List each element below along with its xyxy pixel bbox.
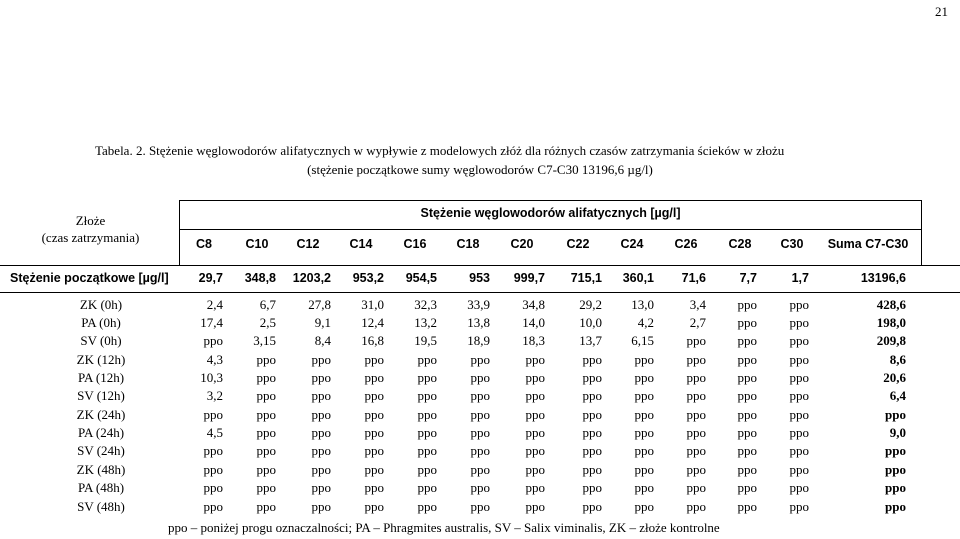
table-cell: 33,9: [467, 297, 490, 312]
table-cell: ppo: [256, 352, 276, 367]
table-cell: ppo: [634, 407, 654, 422]
table-cell: ppo: [256, 388, 276, 403]
table-cell: ppo: [256, 407, 276, 422]
table-cell: ppo: [256, 443, 276, 458]
table-cell: ppo: [417, 462, 437, 477]
table-cell: ppo: [737, 370, 757, 385]
row-sum: 209,8: [876, 333, 906, 348]
column-header-c30: C30: [780, 237, 804, 251]
table-cell: ppo: [470, 370, 490, 385]
table-cell: ppo: [789, 462, 809, 477]
row-sum: ppo: [885, 462, 906, 477]
row-label: SV (48h): [77, 499, 125, 514]
table-cell: 3,15: [253, 333, 276, 348]
table-cell: ppo: [737, 297, 757, 312]
table-cell: ppo: [686, 425, 706, 440]
column-header-c16: C16: [403, 237, 427, 251]
table-cell: ppo: [634, 480, 654, 495]
table-cell: ppo: [737, 480, 757, 495]
table-cell: ppo: [417, 443, 437, 458]
table-cell: ppo: [256, 480, 276, 495]
row-label: PA (24h): [77, 425, 125, 440]
table-cell: ppo: [686, 499, 706, 514]
table-cell: ppo: [737, 388, 757, 403]
table-cell: ppo: [417, 352, 437, 367]
table-caption: Tabela. 2. Stężenie węglowodorów alifatycznych w wypływie z modelowych złóż dla różnych czasów zatrzymania ścieków w złożu: [95, 143, 785, 158]
table-cell: ppo: [470, 425, 490, 440]
table-cell: ppo: [789, 333, 809, 348]
table-cell: ppo: [789, 443, 809, 458]
table-cell: ppo: [525, 370, 545, 385]
initial-value: 1203,2: [292, 271, 331, 285]
table-cell: ppo: [582, 499, 602, 514]
table-cell: ppo: [686, 480, 706, 495]
table-cell: ppo: [364, 370, 384, 385]
table-cell: ppo: [256, 370, 276, 385]
table-cell: ppo: [686, 443, 706, 458]
table-cell: ppo: [737, 462, 757, 477]
row-sum: 20,6: [883, 370, 906, 385]
table-cell: ppo: [686, 388, 706, 403]
table-cell: ppo: [582, 370, 602, 385]
table-cell: ppo: [686, 407, 706, 422]
table-cell: ppo: [256, 425, 276, 440]
table-cell: 12,4: [361, 315, 384, 330]
initial-value: 954,5: [405, 271, 437, 285]
table-cell: ppo: [311, 443, 331, 458]
table-cell: ppo: [737, 425, 757, 440]
table-cell: 6,15: [631, 333, 654, 348]
column-header-c10: C10: [245, 237, 269, 251]
table-cell: ppo: [311, 388, 331, 403]
table-cell: ppo: [364, 462, 384, 477]
table-cell: ppo: [364, 388, 384, 403]
table-cell: ppo: [203, 333, 223, 348]
table-cell: 2,4: [206, 297, 223, 312]
row-sum: ppo: [885, 480, 906, 495]
table-cell: ppo: [686, 462, 706, 477]
table-cell: 2,7: [689, 315, 706, 330]
table-cell: ppo: [525, 480, 545, 495]
initial-value: 1,7: [791, 271, 809, 285]
table-cell: ppo: [364, 425, 384, 440]
table-cell: 18,9: [467, 333, 490, 348]
table-cell: 34,8: [522, 297, 545, 312]
initial-value: 7,7: [739, 271, 757, 285]
table-cell: ppo: [311, 407, 331, 422]
table-cell: ppo: [582, 425, 602, 440]
rule-below-initial: [0, 292, 960, 293]
table-cell: ppo: [789, 370, 809, 385]
column-header-c18: C18: [456, 237, 480, 251]
table-cell: ppo: [789, 480, 809, 495]
table-cell: ppo: [470, 388, 490, 403]
table-cell: ppo: [417, 370, 437, 385]
table-cell: ppo: [364, 480, 384, 495]
table-cell: ppo: [582, 352, 602, 367]
initial-value: 71,6: [681, 271, 706, 285]
table-cell: ppo: [686, 333, 706, 348]
table-cell: ppo: [686, 370, 706, 385]
table-cell: ppo: [525, 499, 545, 514]
initial-value: 13196,6: [860, 271, 906, 285]
table-cell: ppo: [789, 388, 809, 403]
table-cell: ppo: [525, 388, 545, 403]
table-cell: ppo: [470, 480, 490, 495]
table-cell: ppo: [582, 443, 602, 458]
table-cell: 16,8: [361, 333, 384, 348]
table-cell: ppo: [582, 407, 602, 422]
initial-value: 348,8: [244, 271, 276, 285]
table-cell: ppo: [737, 499, 757, 514]
row-label: PA (48h): [77, 480, 125, 495]
table-cell: ppo: [789, 407, 809, 422]
table-cell: ppo: [582, 388, 602, 403]
table-cell: ppo: [417, 425, 437, 440]
initial-value: 715,1: [570, 271, 602, 285]
column-header-c24: C24: [620, 237, 644, 251]
table-cell: 27,8: [308, 297, 331, 312]
table-cell: 17,4: [200, 315, 223, 330]
table-cell: ppo: [634, 370, 654, 385]
table-cell: 19,5: [414, 333, 437, 348]
row-label: SV (24h): [77, 443, 125, 458]
table-cell: ppo: [582, 462, 602, 477]
row-label: PA (0h): [81, 315, 121, 330]
column-header-c22: C22: [566, 237, 590, 251]
table-cell: ppo: [737, 443, 757, 458]
table-cell: 31,0: [361, 297, 384, 312]
table-cell: 4,3: [206, 352, 223, 367]
table-cell: ppo: [364, 352, 384, 367]
table-cell: ppo: [525, 425, 545, 440]
table-cell: ppo: [417, 388, 437, 403]
initial-label: Stężenie początkowe [µg/l]: [10, 271, 169, 285]
table-cell: ppo: [737, 333, 757, 348]
row-label: PA (12h): [77, 370, 125, 385]
table-cell: ppo: [364, 443, 384, 458]
column-header-suma-c7-c30: Suma C7-C30: [827, 237, 909, 251]
column-header-c28: C28: [728, 237, 752, 251]
table-cell: ppo: [582, 480, 602, 495]
row-sum: 428,6: [876, 297, 906, 312]
initial-value: 953,2: [352, 271, 384, 285]
table-cell: ppo: [737, 407, 757, 422]
table-cell: ppo: [789, 425, 809, 440]
table-cell: 18,3: [522, 333, 545, 348]
corner-header-line2: (czas zatrzymania): [41, 230, 140, 245]
table-cell: ppo: [634, 388, 654, 403]
table-cell: 29,2: [579, 297, 602, 312]
table-cell: ppo: [634, 443, 654, 458]
table-cell: ppo: [789, 297, 809, 312]
table-cell: 4,2: [637, 315, 654, 330]
table-cell: ppo: [634, 425, 654, 440]
header-divider: [179, 229, 922, 230]
table-cell: 14,0: [522, 315, 545, 330]
table-cell: ppo: [311, 425, 331, 440]
row-label: ZK (0h): [79, 297, 123, 312]
table-cell: 10,3: [200, 370, 223, 385]
table-cell: ppo: [686, 352, 706, 367]
table-cell: ppo: [470, 352, 490, 367]
table-cell: ppo: [737, 352, 757, 367]
table-cell: ppo: [364, 407, 384, 422]
table-cell: ppo: [634, 499, 654, 514]
row-label: SV (0h): [80, 333, 122, 348]
rule-above-initial: [0, 265, 960, 266]
table-cell: ppo: [203, 480, 223, 495]
initial-value: 953: [469, 271, 490, 285]
table-cell: 6,7: [259, 297, 276, 312]
initial-value: 360,1: [622, 271, 654, 285]
table-cell: ppo: [311, 480, 331, 495]
table-cell: ppo: [256, 462, 276, 477]
table-cell: 13,0: [631, 297, 654, 312]
row-sum: 6,4: [889, 388, 906, 403]
table-cell: 13,7: [579, 333, 602, 348]
table-cell: ppo: [634, 462, 654, 477]
row-label: ZK (12h): [76, 352, 126, 367]
table-cell: ppo: [470, 499, 490, 514]
table-cell: ppo: [203, 499, 223, 514]
page-number: 21: [935, 4, 948, 19]
initial-value: 999,7: [513, 271, 545, 285]
column-header-c12: C12: [296, 237, 320, 251]
table-cell: ppo: [525, 462, 545, 477]
row-sum: 8,6: [889, 352, 906, 367]
table-cell: ppo: [789, 352, 809, 367]
table-cell: ppo: [203, 443, 223, 458]
table-cell: 32,3: [414, 297, 437, 312]
table-cell: ppo: [203, 407, 223, 422]
table-cell: 9,1: [314, 315, 331, 330]
column-header-c14: C14: [349, 237, 373, 251]
row-sum: ppo: [885, 407, 906, 422]
row-sum: 198,0: [876, 315, 906, 330]
table-cell: ppo: [789, 315, 809, 330]
row-sum: 9,0: [889, 425, 906, 440]
row-label: SV (12h): [77, 388, 125, 403]
table-cell: 13,8: [467, 315, 490, 330]
table-cell: ppo: [470, 462, 490, 477]
table-cell: 8,4: [314, 333, 331, 348]
group-title: Stężenie węglowodorów alifatycznych [µg/l]: [420, 206, 681, 220]
table-cell: 2,5: [259, 315, 276, 330]
column-header-c20: C20: [510, 237, 534, 251]
row-sum: ppo: [885, 443, 906, 458]
row-sum: ppo: [885, 499, 906, 514]
table-cell: ppo: [525, 407, 545, 422]
column-header-c26: C26: [674, 237, 698, 251]
table-cell: 13,2: [414, 315, 437, 330]
table-cell: 3,2: [206, 388, 223, 403]
column-header-c8: C8: [196, 237, 212, 251]
table-cell: ppo: [789, 499, 809, 514]
table-cell: ppo: [311, 352, 331, 367]
table-cell: ppo: [417, 499, 437, 514]
table-cell: 4,5: [206, 425, 223, 440]
table-cell: ppo: [525, 352, 545, 367]
table-cell: ppo: [364, 499, 384, 514]
footnote: ppo – poniżej progu oznaczalności; PA – Phragmites australis, SV – Salix viminalis, ZK – złoże kontrolne: [168, 520, 720, 535]
corner-header-line1: Złoże: [75, 213, 106, 228]
row-label: ZK (24h): [76, 407, 126, 422]
table-caption-subtitle: (stężenie początkowe sumy węglowodorów C7-C30 13196,6 µg/l): [307, 162, 653, 177]
table-cell: 3,4: [689, 297, 706, 312]
row-label: ZK (48h): [76, 462, 126, 477]
table-cell: ppo: [417, 407, 437, 422]
table-cell: ppo: [203, 462, 223, 477]
table-cell: ppo: [417, 480, 437, 495]
table-cell: ppo: [525, 443, 545, 458]
table-cell: ppo: [256, 499, 276, 514]
table-cell: ppo: [311, 462, 331, 477]
table-cell: ppo: [634, 352, 654, 367]
table-cell: 10,0: [579, 315, 602, 330]
table-cell: ppo: [311, 370, 331, 385]
initial-value: 29,7: [198, 271, 223, 285]
table-cell: ppo: [311, 499, 331, 514]
table-cell: ppo: [470, 443, 490, 458]
table-cell: ppo: [737, 315, 757, 330]
table-cell: ppo: [470, 407, 490, 422]
